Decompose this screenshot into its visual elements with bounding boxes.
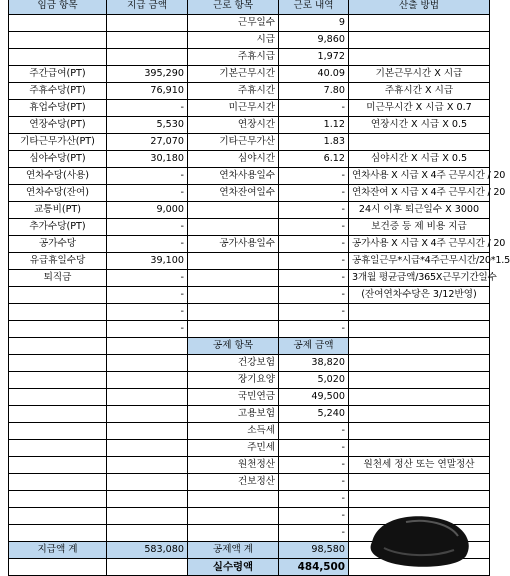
work-item-cell — [188, 321, 279, 338]
pay-item-cell — [9, 474, 107, 491]
calc-method-cell: 24시 이후 퇴근일수 X 3000 — [349, 202, 490, 219]
table-row — [9, 304, 490, 321]
deduction-amount-cell: - — [279, 457, 349, 474]
net-pay-label: 실수령액 — [188, 559, 279, 576]
work-detail-cell: - — [279, 185, 349, 202]
pay-item-cell — [9, 457, 107, 474]
work-item-cell — [188, 287, 279, 304]
pay-item-cell — [9, 406, 107, 423]
table-row — [9, 117, 490, 134]
table-row — [9, 83, 490, 100]
pay-amount-cell — [107, 406, 188, 423]
work-item-cell — [188, 202, 279, 219]
calc-method-cell — [349, 338, 490, 355]
calc-method-cell — [349, 440, 490, 457]
work-detail-cell: - — [279, 270, 349, 287]
pay-item-cell — [9, 525, 107, 542]
work-detail-cell: 1.83 — [279, 134, 349, 151]
pay-item-cell: 연차수당(사용) — [9, 168, 107, 185]
work-detail-cell: - — [279, 168, 349, 185]
calc-method-cell — [349, 474, 490, 491]
calc-method-cell: 공가사용 X 시급 X 4주 근무시간 / 20 — [349, 236, 490, 253]
pay-total-value: 583,080 — [107, 542, 188, 559]
pay-item-cell: 추가수당(PT) — [9, 219, 107, 236]
pay-amount-cell: - — [107, 185, 188, 202]
work-item-cell — [188, 219, 279, 236]
deduction-header-item: 공제 항목 — [188, 338, 279, 355]
pay-amount-cell — [107, 423, 188, 440]
deduction-item-cell: 원천정산 — [188, 457, 279, 474]
work-item-cell: 시급 — [188, 32, 279, 49]
pay-amount-cell — [107, 457, 188, 474]
deduction-amount-cell: 38,820 — [279, 355, 349, 372]
work-item-cell: 공가사용일수 — [188, 236, 279, 253]
work-item-cell: 기본근무시간 — [188, 66, 279, 83]
pay-item-cell: 퇴직금 — [9, 270, 107, 287]
header-work-detail: 근로 내역 — [279, 0, 349, 15]
pay-item-cell: 심야수당(PT) — [9, 151, 107, 168]
table-row — [9, 287, 490, 304]
pay-item-cell: 주간급여(PT) — [9, 66, 107, 83]
pay-item-cell: 휴업수당(PT) — [9, 100, 107, 117]
pay-item-cell: 유급휴일수당 — [9, 253, 107, 270]
deduction-item-cell: 고용보험 — [188, 406, 279, 423]
pay-amount-cell: - — [107, 219, 188, 236]
deduction-amount-cell: - — [279, 525, 349, 542]
pay-item-cell — [9, 440, 107, 457]
calc-method-cell: 3개월 평균금액/365X근무기간일수 — [349, 270, 490, 287]
net-pay-value: 484,500 — [279, 559, 349, 576]
deduction-item-cell: 주민세 — [188, 440, 279, 457]
table-row — [9, 321, 490, 338]
calc-method-cell — [349, 49, 490, 66]
pay-amount-cell — [107, 389, 188, 406]
calc-method-cell: 연차잔여 X 시급 X 4주 근무시간 / 20 — [349, 185, 490, 202]
deduction-item-cell: 건강보험 — [188, 355, 279, 372]
pay-item-cell — [9, 389, 107, 406]
pay-amount-cell: 30,180 — [107, 151, 188, 168]
deduction-item-cell — [188, 525, 279, 542]
pay-amount-cell — [107, 508, 188, 525]
deduction-amount-cell: 49,500 — [279, 389, 349, 406]
pay-amount-cell: 9,000 — [107, 202, 188, 219]
pay-amount-cell — [107, 32, 188, 49]
pay-amount-cell — [107, 338, 188, 355]
deduction-row — [9, 406, 490, 423]
deduction-header-row — [9, 338, 490, 355]
work-detail-cell: - — [279, 236, 349, 253]
deduction-row — [9, 355, 490, 372]
work-item-cell — [188, 270, 279, 287]
pay-item-cell — [9, 508, 107, 525]
pay-amount-cell — [107, 355, 188, 372]
calc-method-cell: 주휴시간 X 시급 — [349, 83, 490, 100]
pay-total-label: 지급액 계 — [9, 542, 107, 559]
calc-method-cell — [349, 372, 490, 389]
pay-item-cell — [9, 304, 107, 321]
pay-amount-cell: - — [107, 287, 188, 304]
deduction-amount-cell: - — [279, 508, 349, 525]
deduction-item-cell: 장기요양 — [188, 372, 279, 389]
pay-item-cell: 연장수당(PT) — [9, 117, 107, 134]
pay-amount-cell: 5,530 — [107, 117, 188, 134]
pay-item-cell: 기타근무가산(PT) — [9, 134, 107, 151]
deduction-amount-cell: 5,020 — [279, 372, 349, 389]
calc-method-cell: 보건증 등 제 비용 지급 — [349, 219, 490, 236]
deduction-row — [9, 491, 490, 508]
pay-amount-cell: - — [107, 321, 188, 338]
pay-amount-cell — [107, 372, 188, 389]
table-row — [9, 66, 490, 83]
calc-method-cell — [349, 15, 490, 32]
calc-method-cell — [349, 304, 490, 321]
pay-amount-cell — [107, 525, 188, 542]
work-detail-cell: 9,860 — [279, 32, 349, 49]
header-calc-method: 산출 방법 — [349, 0, 490, 15]
work-item-cell — [188, 253, 279, 270]
pay-item-cell — [9, 49, 107, 66]
header-pay-amount: 지급 금액 — [107, 0, 188, 15]
deduction-total-value: 98,580 — [279, 542, 349, 559]
blank-cell — [9, 559, 107, 576]
calc-method-cell — [349, 134, 490, 151]
work-item-cell: 심야시간 — [188, 151, 279, 168]
deduction-row — [9, 474, 490, 491]
payslip-table — [8, 0, 510, 576]
work-item-cell: 기타근무가산 — [188, 134, 279, 151]
pay-item-cell — [9, 338, 107, 355]
table-row — [9, 100, 490, 117]
pay-amount-cell: 39,100 — [107, 253, 188, 270]
calc-method-cell: 원천세 정산 또는 연말정산 — [349, 457, 490, 474]
deduction-item-cell: 소득세 — [188, 423, 279, 440]
calc-method-cell: 기본근무시간 X 시급 — [349, 66, 490, 83]
work-item-cell: 연차잔여일수 — [188, 185, 279, 202]
scribble-redaction-mark — [366, 512, 478, 568]
pay-item-cell — [9, 287, 107, 304]
calc-method-cell — [349, 355, 490, 372]
work-detail-cell: 40.09 — [279, 66, 349, 83]
table-row — [9, 168, 490, 185]
table-row — [9, 270, 490, 287]
work-detail-cell: - — [279, 321, 349, 338]
deduction-item-cell: 국민연금 — [188, 389, 279, 406]
deduction-row — [9, 440, 490, 457]
pay-item-cell: 주휴수당(PT) — [9, 83, 107, 100]
deduction-amount-cell: - — [279, 474, 349, 491]
deduction-header-amount: 공제 금액 — [279, 338, 349, 355]
deduction-amount-cell: - — [279, 423, 349, 440]
table-row — [9, 15, 490, 32]
pay-amount-cell — [107, 440, 188, 457]
pay-item-cell: 연차수당(잔여) — [9, 185, 107, 202]
pay-item-cell — [9, 491, 107, 508]
calc-method-cell — [349, 491, 490, 508]
work-detail-cell: 7.80 — [279, 83, 349, 100]
table-row — [9, 151, 490, 168]
deduction-amount-cell: - — [279, 491, 349, 508]
calc-method-cell — [349, 32, 490, 49]
pay-item-cell: 교통비(PT) — [9, 202, 107, 219]
calc-method-cell — [349, 406, 490, 423]
work-detail-cell: 1.12 — [279, 117, 349, 134]
pay-amount-cell: 395,290 — [107, 66, 188, 83]
deduction-item-cell — [188, 508, 279, 525]
deduction-row — [9, 372, 490, 389]
pay-item-cell — [9, 372, 107, 389]
work-item-cell: 주휴시간 — [188, 83, 279, 100]
header-work-item: 근로 항목 — [188, 0, 279, 15]
work-item-cell: 미근무시간 — [188, 100, 279, 117]
work-item-cell: 연장시간 — [188, 117, 279, 134]
deduction-amount-cell: - — [279, 440, 349, 457]
table-row — [9, 49, 490, 66]
table-row — [9, 32, 490, 49]
pay-item-cell — [9, 423, 107, 440]
work-detail-cell: - — [279, 219, 349, 236]
calc-method-cell — [349, 321, 490, 338]
pay-amount-cell — [107, 15, 188, 32]
pay-item-cell: 공가수당 — [9, 236, 107, 253]
deduction-row — [9, 423, 490, 440]
work-detail-cell: - — [279, 304, 349, 321]
work-detail-cell: - — [279, 253, 349, 270]
work-detail-cell: - — [279, 287, 349, 304]
deduction-row — [9, 389, 490, 406]
table-row — [9, 236, 490, 253]
header-row — [9, 0, 490, 15]
work-detail-cell: 6.12 — [279, 151, 349, 168]
header-pay-item: 임금 항목 — [9, 0, 107, 15]
work-item-cell: 주휴시급 — [188, 49, 279, 66]
work-item-cell: 연차사용일수 — [188, 168, 279, 185]
calc-method-cell: 미근무시간 X 시급 X 0.7 — [349, 100, 490, 117]
pay-amount-cell — [107, 474, 188, 491]
deduction-total-label: 공제액 계 — [188, 542, 279, 559]
deduction-item-cell: 건보정산 — [188, 474, 279, 491]
pay-amount-cell: 27,070 — [107, 134, 188, 151]
calc-method-cell: 공휴일근무*시급*4주근무시간/20*1.5 — [349, 253, 490, 270]
pay-item-cell — [9, 15, 107, 32]
work-detail-cell: - — [279, 202, 349, 219]
pay-amount-cell: - — [107, 304, 188, 321]
pay-item-cell — [9, 321, 107, 338]
pay-amount-cell: 76,910 — [107, 83, 188, 100]
pay-item-cell — [9, 355, 107, 372]
pay-amount-cell: - — [107, 270, 188, 287]
blank-cell — [107, 559, 188, 576]
work-item-cell: 근무일수 — [188, 15, 279, 32]
pay-amount-cell: - — [107, 236, 188, 253]
table-row — [9, 134, 490, 151]
calc-method-cell: (잔여연차수당은 3/12반영) — [349, 287, 490, 304]
deduction-item-cell — [188, 491, 279, 508]
deduction-amount-cell: 5,240 — [279, 406, 349, 423]
calc-method-cell: 연차사용 X 시급 X 4주 근무시간 / 20 — [349, 168, 490, 185]
work-item-cell — [188, 304, 279, 321]
table-row — [9, 253, 490, 270]
work-detail-cell: 1,972 — [279, 49, 349, 66]
calc-method-cell: 심야시간 X 시급 X 0.5 — [349, 151, 490, 168]
pay-amount-cell: - — [107, 168, 188, 185]
calc-method-cell — [349, 423, 490, 440]
calc-method-cell — [349, 389, 490, 406]
pay-amount-cell — [107, 491, 188, 508]
table-row — [9, 202, 490, 219]
deduction-row — [9, 457, 490, 474]
table-row — [9, 185, 490, 202]
table-row — [9, 219, 490, 236]
pay-item-cell — [9, 32, 107, 49]
work-detail-cell: 9 — [279, 15, 349, 32]
work-detail-cell: - — [279, 100, 349, 117]
calc-method-cell: 연장시간 X 시급 X 0.5 — [349, 117, 490, 134]
pay-amount-cell: - — [107, 100, 188, 117]
pay-amount-cell — [107, 49, 188, 66]
